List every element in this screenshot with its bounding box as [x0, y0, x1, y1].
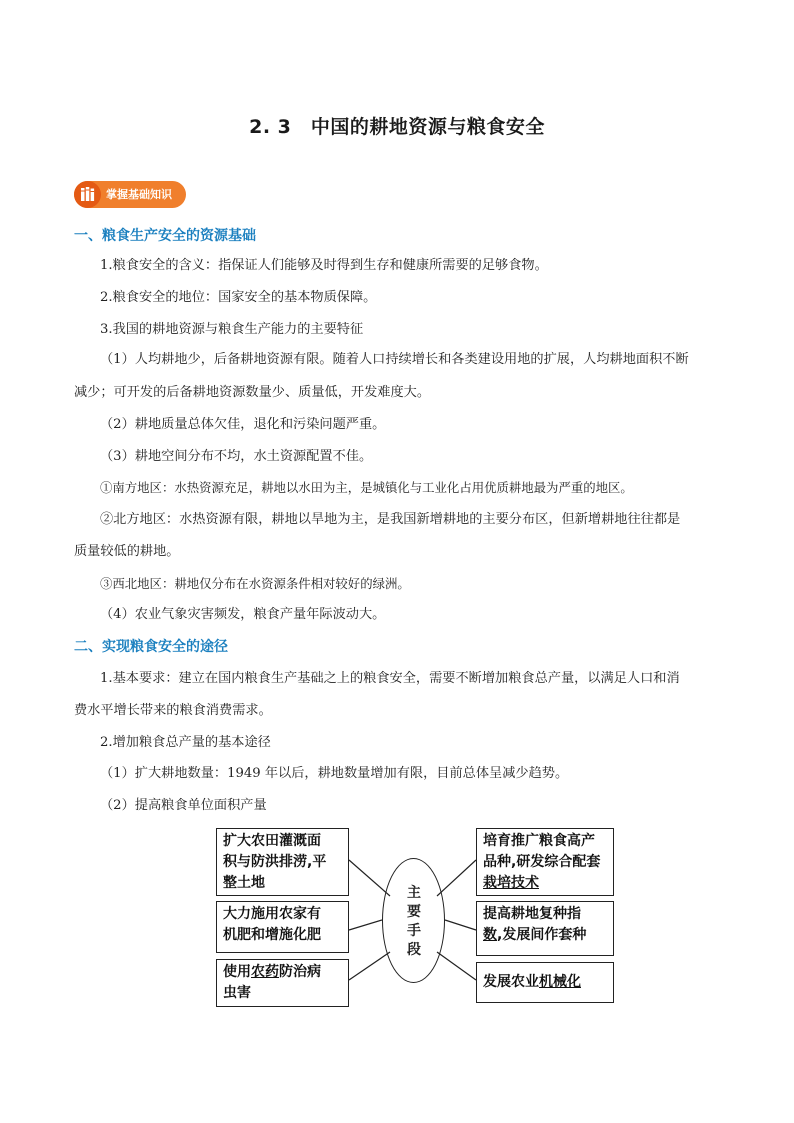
text-run: ,发展间作套种 [497, 927, 587, 943]
box-line: 提高耕地复种指 [483, 906, 581, 922]
paragraph: 2.增加粮食总产量的基本途径 [100, 735, 271, 750]
paragraph: ②北方地区：水热资源有限，耕地以旱地为主，是我国新增耕地的主要分布区，但新增耕地往往都是 [100, 512, 681, 527]
paragraph: 质量较低的耕地。 [74, 544, 180, 559]
paragraph: 减少；可开发的后备耕地资源数量少、质量低，开发难度大。 [74, 385, 431, 400]
section1-heading: 一、粮食生产安全的资源基础 [74, 228, 256, 244]
paragraph: 3.我国的耕地资源与粮食生产能力的主要特征 [100, 322, 364, 337]
paragraph: 2.粮食安全的地位：国家安全的基本物质保障。 [100, 290, 377, 305]
paragraph: （3）耕地空间分布不均，水土资源配置不佳。 [100, 449, 373, 464]
diagram-box-left-2 [216, 901, 349, 953]
diagram-box-right-1 [476, 828, 614, 896]
paragraph: 1.粮食安全的含义：指保证人们能够及时得到生存和健康所需要的足够食物。 [100, 258, 548, 273]
paragraph: （1）扩大耕地数量：1949 年以后，耕地数量增加有限，目前总体呈减少趋势。 [100, 766, 569, 781]
section2-heading: 二、实现粮食安全的途径 [74, 639, 228, 655]
box-line [483, 972, 607, 993]
center-char: 要 [407, 904, 421, 920]
page-title: 2. 3 中国的耕地资源与粮食安全 [249, 116, 545, 138]
diagram-box-right-3 [476, 962, 614, 1003]
box-line: 整土地 [223, 875, 265, 891]
diagram-box-left-3 [216, 959, 349, 1007]
box-line: 大力施用农家有 [223, 906, 321, 922]
diagram-box-left-1 [216, 828, 349, 896]
box-line: 机肥和增施化肥 [223, 927, 321, 943]
paragraph: （1）人均耕地少，后备耕地资源有限。随着人口持续增长和各类建设用地的扩展，人均耕地面积不断 [100, 352, 689, 367]
box-line: 栽培技术 [483, 875, 539, 891]
center-char: 主 [407, 885, 421, 901]
center-char: 段 [407, 942, 421, 958]
box-line [223, 962, 342, 983]
diagram-box-right-2 [476, 901, 614, 956]
text-run-underlined: 数 [483, 927, 497, 943]
paragraph: （4）农业气象灾害频发，粮食产量年际波动大。 [100, 607, 386, 622]
box-line: 积与防洪排涝,平 [223, 854, 327, 870]
box-line: 虫害 [223, 985, 251, 1001]
paragraph: ①南方地区：水热资源充足，耕地以水田为主，是城镇化与工业化占用优质耕地最为严重的地区。 [100, 480, 633, 495]
box-line: 培育推广粮食高产 [483, 833, 595, 849]
paragraph: （2）提高粮食单位面积产量 [100, 798, 267, 813]
box-line: 品种,研发综合配套 [483, 854, 601, 870]
center-char: 手 [407, 923, 421, 939]
paragraph: 1.基本要求：建立在国内粮食生产基础之上的粮食安全，需要不断增加粮食总产量，以满足人口和消 [100, 671, 680, 686]
paragraph: （2）耕地质量总体欠佳，退化和污染问题严重。 [100, 417, 386, 432]
text-run: 防治病 [279, 964, 321, 980]
box-line [483, 925, 607, 946]
paragraph: 费水平增长带来的粮食消费需求。 [74, 703, 272, 718]
text-run: 使用 [223, 964, 251, 980]
paragraph: ③西北地区：耕地仅分布在水资源条件相对较好的绿洲。 [100, 576, 410, 591]
badge-label: 掌握基础知识 [106, 188, 172, 201]
box-line: 扩大农田灌溉面 [223, 833, 321, 849]
diagram-center-label [404, 884, 424, 960]
text-run-underlined: 机械化 [539, 974, 581, 990]
text-run-underlined: 农药 [251, 964, 279, 980]
text-run: 发展农业 [483, 974, 539, 990]
